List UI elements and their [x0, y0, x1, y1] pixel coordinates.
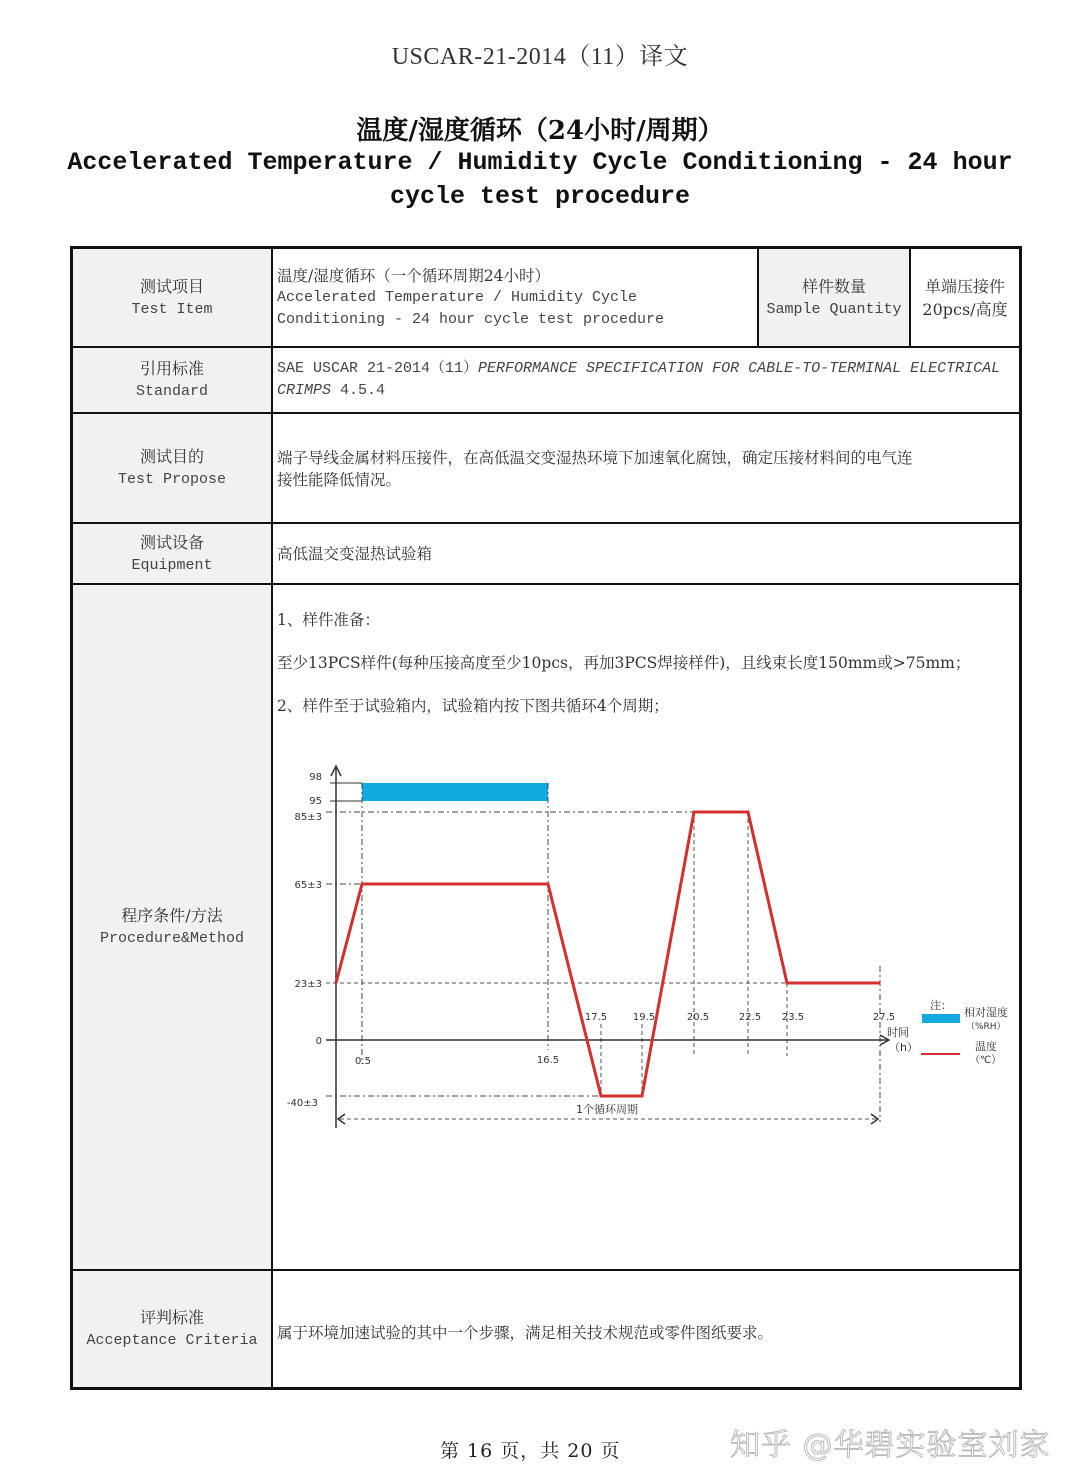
test-item-en-line1: Accelerated Temperature / Humidity Cycle — [277, 289, 638, 306]
x-axis-label-unit: （h） — [889, 1041, 918, 1054]
test-item-cn: 温度/湿度循环（一个循环周期24小时） — [277, 267, 550, 285]
y-tick-minus40: -40±3 — [286, 1098, 318, 1109]
label-cn: 程序条件/方法 — [121, 906, 223, 925]
x-tick-0-5: 0.5 — [355, 1056, 371, 1067]
label-en: Test Propose — [117, 471, 227, 488]
x-tick-16-5: 16.5 — [536, 1055, 560, 1066]
sample-quantity-line1: 单端压接件 — [924, 277, 1005, 296]
x-tick-20-5: 20.5 — [686, 1012, 710, 1023]
purpose-line1: 端子导线金属材料压接件，在高低温交变湿热环境下加速氧化腐蚀，确定压接材料间的电气连 — [277, 449, 913, 467]
temperature-line — [336, 812, 880, 1096]
chart-legend — [921, 999, 1008, 1066]
value-equipment: 高低温交变湿热试验箱 — [277, 545, 433, 563]
page-number: 第 16 页，共 20 页 — [440, 1440, 621, 1462]
label-cn: 评判标准 — [139, 1308, 204, 1327]
test-item-en-line2: Conditioning - 24 hour cycle test procedure — [277, 311, 665, 328]
watermark: 知乎 @华碧实验室刘家 — [730, 1428, 1051, 1463]
standard-clause: 4.5.4 — [331, 382, 386, 399]
x-axis-label-time: 时间 — [887, 1026, 909, 1039]
legend-temp-unit: （℃） — [970, 1055, 1002, 1066]
page-title-cn: 温度/湿度循环（24小时/周期） — [356, 116, 724, 146]
y-tick-85: 85±3 — [294, 812, 322, 823]
y-tick-23: 23±3 — [294, 979, 322, 990]
label-en: Standard — [135, 383, 208, 400]
procedure-step1-detail: 至少13PCS样件(每种压接高度至少10pcs，再加3PCS焊接样件)，且线束长度150mm或>75mm； — [277, 654, 971, 672]
label-en: Acceptance Criteria — [86, 1332, 258, 1349]
label-en: Sample Quantity — [766, 301, 902, 318]
x-tick-17-5: 17.5 — [584, 1012, 608, 1023]
page-title-en-line1: Accelerated Temperature / Humidity Cycle Conditioning - 24 hour — [67, 148, 1013, 177]
y-tick-98: 98 — [309, 772, 322, 783]
y-tick-labels — [287, 772, 322, 1109]
document-header: USCAR-21-2014（11）译文 — [391, 44, 689, 70]
legend-humidity-swatch — [922, 1014, 960, 1023]
chart-axes — [326, 766, 889, 1128]
label-en: Test Item — [131, 301, 213, 318]
sample-quantity-line2: 20pcs/高度 — [922, 300, 1008, 319]
humidity-band — [362, 783, 548, 801]
label-cn: 测试项目 — [139, 277, 204, 296]
x-tick-23-5: 23.5 — [781, 1012, 805, 1023]
y-tick-95: 95 — [309, 796, 322, 807]
label-cn: 测试目的 — [139, 447, 204, 466]
purpose-line2: 接性能降低情况。 — [277, 471, 402, 489]
x-tick-19-5: 19.5 — [632, 1012, 656, 1023]
label-cn: 测试设备 — [139, 532, 204, 552]
standard-title-line1: PERFORMANCE SPECIFICATION FOR CABLE-TO-TERMINAL ELECTRICAL — [478, 360, 1001, 377]
standard-title-line2: CRIMPS — [277, 382, 332, 399]
x-tick-27-5: 27.5 — [872, 1012, 896, 1023]
legend-note: 注： — [930, 999, 952, 1012]
procedure-step1: 1、样件准备： — [277, 611, 380, 629]
value-acceptance-criteria: 属于环境加速试验的其中一个步骤，满足相关技术规范或零件图纸要求。 — [277, 1324, 774, 1342]
legend-temp-label: 温度 — [975, 1040, 997, 1053]
y-tick-0: 0 — [315, 1036, 322, 1047]
legend-humidity-label: 相对湿度 — [964, 1006, 1008, 1019]
label-en: Procedure&Method — [99, 930, 245, 947]
label-cn: 样件数量 — [801, 277, 866, 296]
legend-humidity-unit: （%RH） — [966, 1022, 1006, 1032]
standard-prefix: SAE USCAR 21-2014（11） — [277, 360, 479, 377]
page-title-en-line2: cycle test procedure — [389, 182, 691, 211]
procedure-step2: 2、样件至于试验箱内，试验箱内按下图共循环4个周期； — [277, 697, 669, 715]
label-en: Equipment — [131, 556, 213, 574]
y-tick-65: 65±3 — [294, 880, 322, 891]
cycle-label: 1个循环周期 — [576, 1103, 638, 1116]
x-tick-22-5: 22.5 — [738, 1012, 762, 1023]
guide-lines — [326, 783, 880, 1122]
label-cn: 引用标准 — [139, 359, 204, 378]
